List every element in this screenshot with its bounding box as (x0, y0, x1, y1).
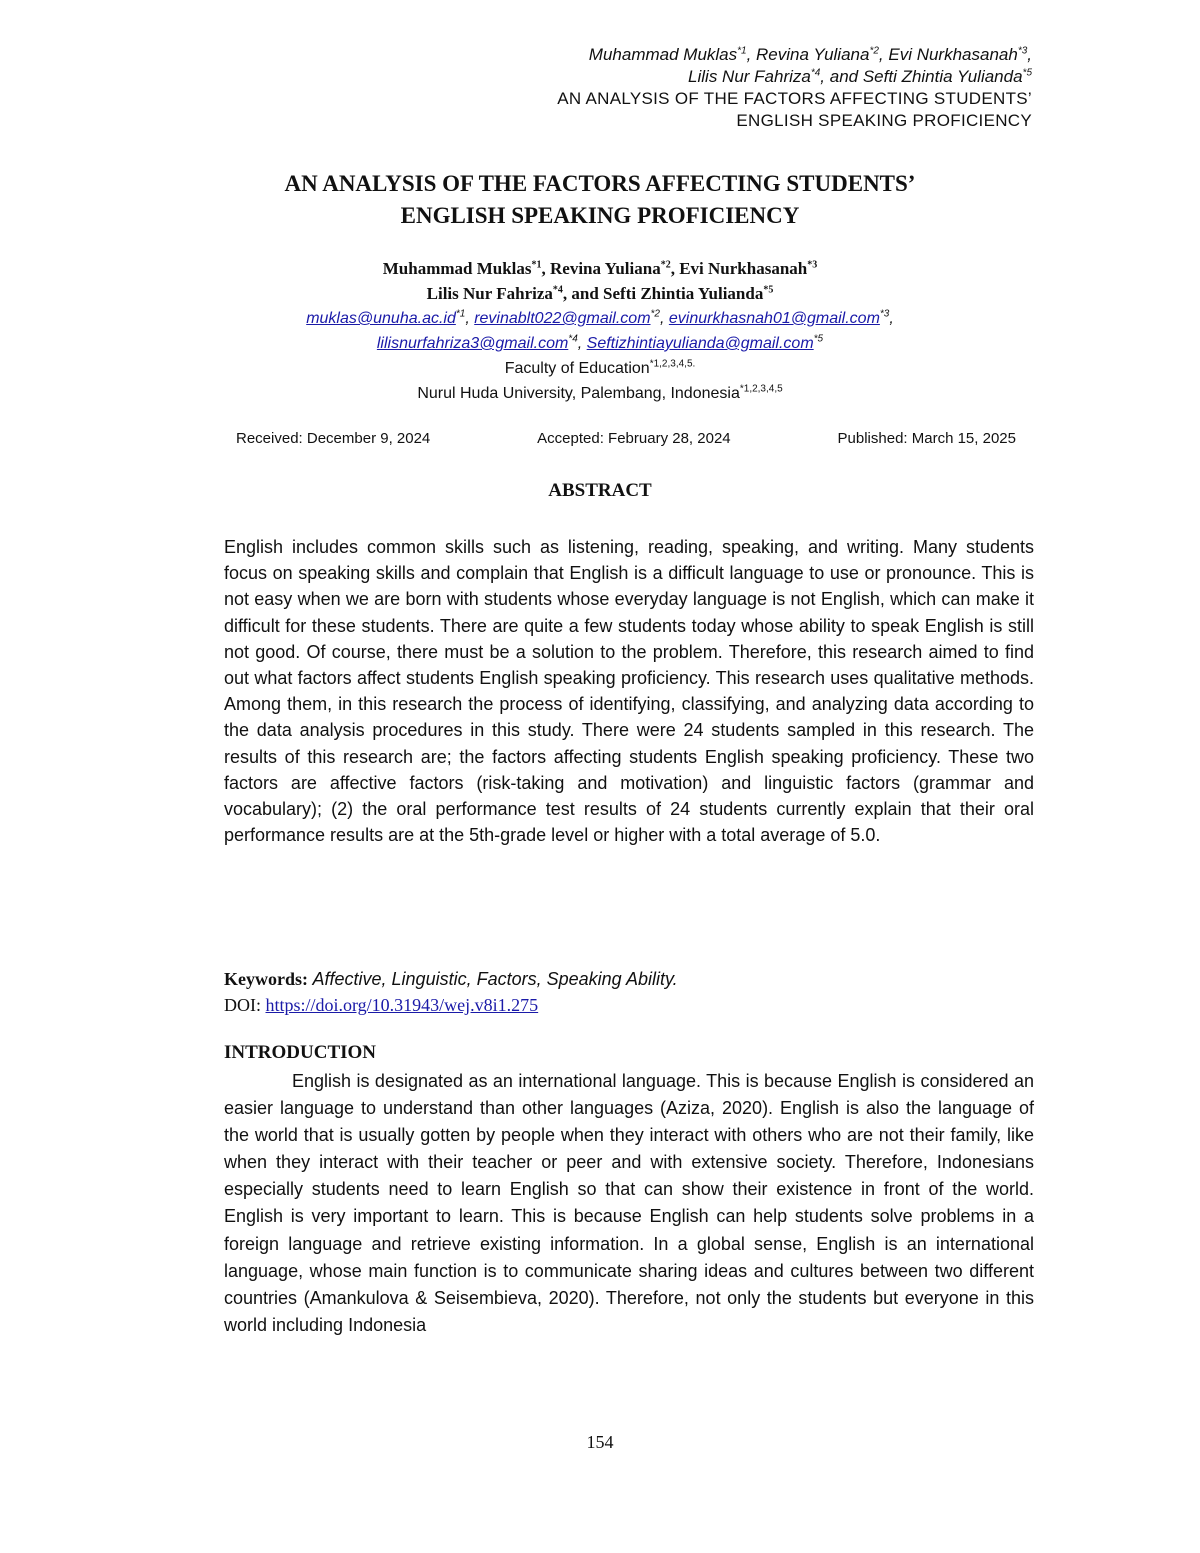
paper-title-line2: ENGLISH SPEAKING PROFICIENCY (400, 203, 800, 228)
keywords-line (224, 966, 1034, 992)
keywords-label: Keywords: (224, 969, 308, 989)
received-date: Received: December 9, 2024 (236, 430, 431, 447)
affiliation-faculty: Faculty of Education$^{*1,2,3,4,5.}$ (504, 358, 696, 377)
email-link-evi[interactable]: evinurkhasnah01@gmail.com (668, 310, 880, 327)
doi-line (224, 992, 1034, 1018)
introduction-heading: INTRODUCTION (224, 1042, 377, 1063)
email-link-muklas[interactable]: muklas@unuha.ac.id (306, 310, 456, 327)
paper-title (168, 168, 1032, 232)
publication-dates (236, 430, 1016, 447)
authors-block (168, 256, 1032, 406)
running-head-title-line1: AN ANALYSIS OF THE FACTORS AFFECTING STUDENTS’ (557, 89, 1032, 108)
running-head-title-line2: ENGLISH SPEAKING PROFICIENCY (736, 111, 1032, 130)
running-head (557, 44, 1032, 132)
email-link-lilis[interactable]: lilisnurfahriza3@gmail.com (376, 335, 569, 352)
author-emails-line1: $muklas@unuha.ac.id^{*1}$, revinablt022@gmail.com$^{*2}$, evinurkhasnah01@gmail.com$^{*3}$, (306, 308, 894, 327)
running-head-authors-line1: Muhammad Muklas$^{*1}$, Revina Yuliana$^{*2}$, Evi Nurkhasanah$^{*3}$, (588, 45, 1032, 64)
email-link-sefti[interactable]: Seftizhintiayulianda@gmail.com (586, 335, 814, 352)
authors-line2: Lilis Nur Fahriza$^{*4}$, and Sefti Zhintia Yulianda$^{*5}$ (426, 284, 774, 303)
abstract-heading: ABSTRACT (548, 480, 652, 501)
introduction-text: English is designated as an international language. This is because English is considered an easier language to understand than other languages (Aziza, 2020). English is also the language of the world that is usually gotten by people when they interact with others who are not their family, like when they interact with their teacher or peer and with extensive society. Therefore, Indonesians especially students need to learn English so that can show their existence in front of the world. English is very important to learn. This is because English can help students solve problems in a foreign language and retrieve existing information. In a global sense, English is an international language, whose main function is to communicate sharing ideas and cultures between two different countries (Amankulova & Seisembieva, 2020). Therefore, not only the students but everyone in this world including Indonesia (224, 1071, 1034, 1335)
email-link-revina[interactable]: revinablt022@gmail.com (474, 310, 651, 327)
keywords-block (224, 966, 1034, 1018)
author-emails-line2: lilisnurfahriza3@gmail.com$^{*4}$, Seftizhintiayulianda@gmail.com$^{*5}$ (376, 333, 824, 352)
doi-label: DOI: (224, 995, 261, 1015)
accepted-date: Accepted: February 28, 2024 (537, 430, 731, 447)
page-number: 154 (586, 1432, 614, 1452)
keywords-values: Affective, Linguistic, Factors, Speaking Ability. (312, 969, 678, 989)
abstract-text: English includes common skills such as listening, reading, speaking, and writing. Many students focus on speaking skills and complain that English is a difficult language to use or pronounce. This is not easy when we are born with students whose everyday language is not English, which can make it difficult for these students. There are quite a few students today whose ability to speak English is still not good. Of course, there must be a solution to the problem. Therefore, this research aimed to find out what factors affect students English speaking proficiency. This research uses qualitative methods. Among them, in this research the process of identifying, classifying, and analyzing data according to the data analysis procedures in this study. There were 24 students sampled in this research. The results of this research are; the factors affecting students English speaking proficiency. These two factors are affective factors (risk-taking and motivation) and linguistic factors (grammar and vocabulary); (2) the oral performance test results of 24 students currently explain that their oral performance results are at the 5th-grade level or higher with a total average of 5.0. (224, 537, 1034, 846)
authors-line1: Muhammad Muklas$^{*1}$, Revina Yuliana$^{*2}$, Evi Nurkhasanah$^{*3}$ (382, 259, 818, 278)
running-head-authors-line2: Lilis Nur Fahriza$^{*4}$, and Sefti Zhintia Yulianda$^{*5}$ (688, 67, 1032, 86)
affiliation-university: Nurul Huda University, Palembang, Indonesia$^{*1,2,3,4,5}$ (417, 383, 783, 402)
doi-link[interactable]: https://doi.org/10.31943/wej.v8i1.275 (265, 995, 539, 1015)
paper-title-line1: AN ANALYSIS OF THE FACTORS AFFECTING STUDENTS’ (284, 171, 916, 196)
published-date: Published: March 15, 2025 (837, 430, 1016, 447)
